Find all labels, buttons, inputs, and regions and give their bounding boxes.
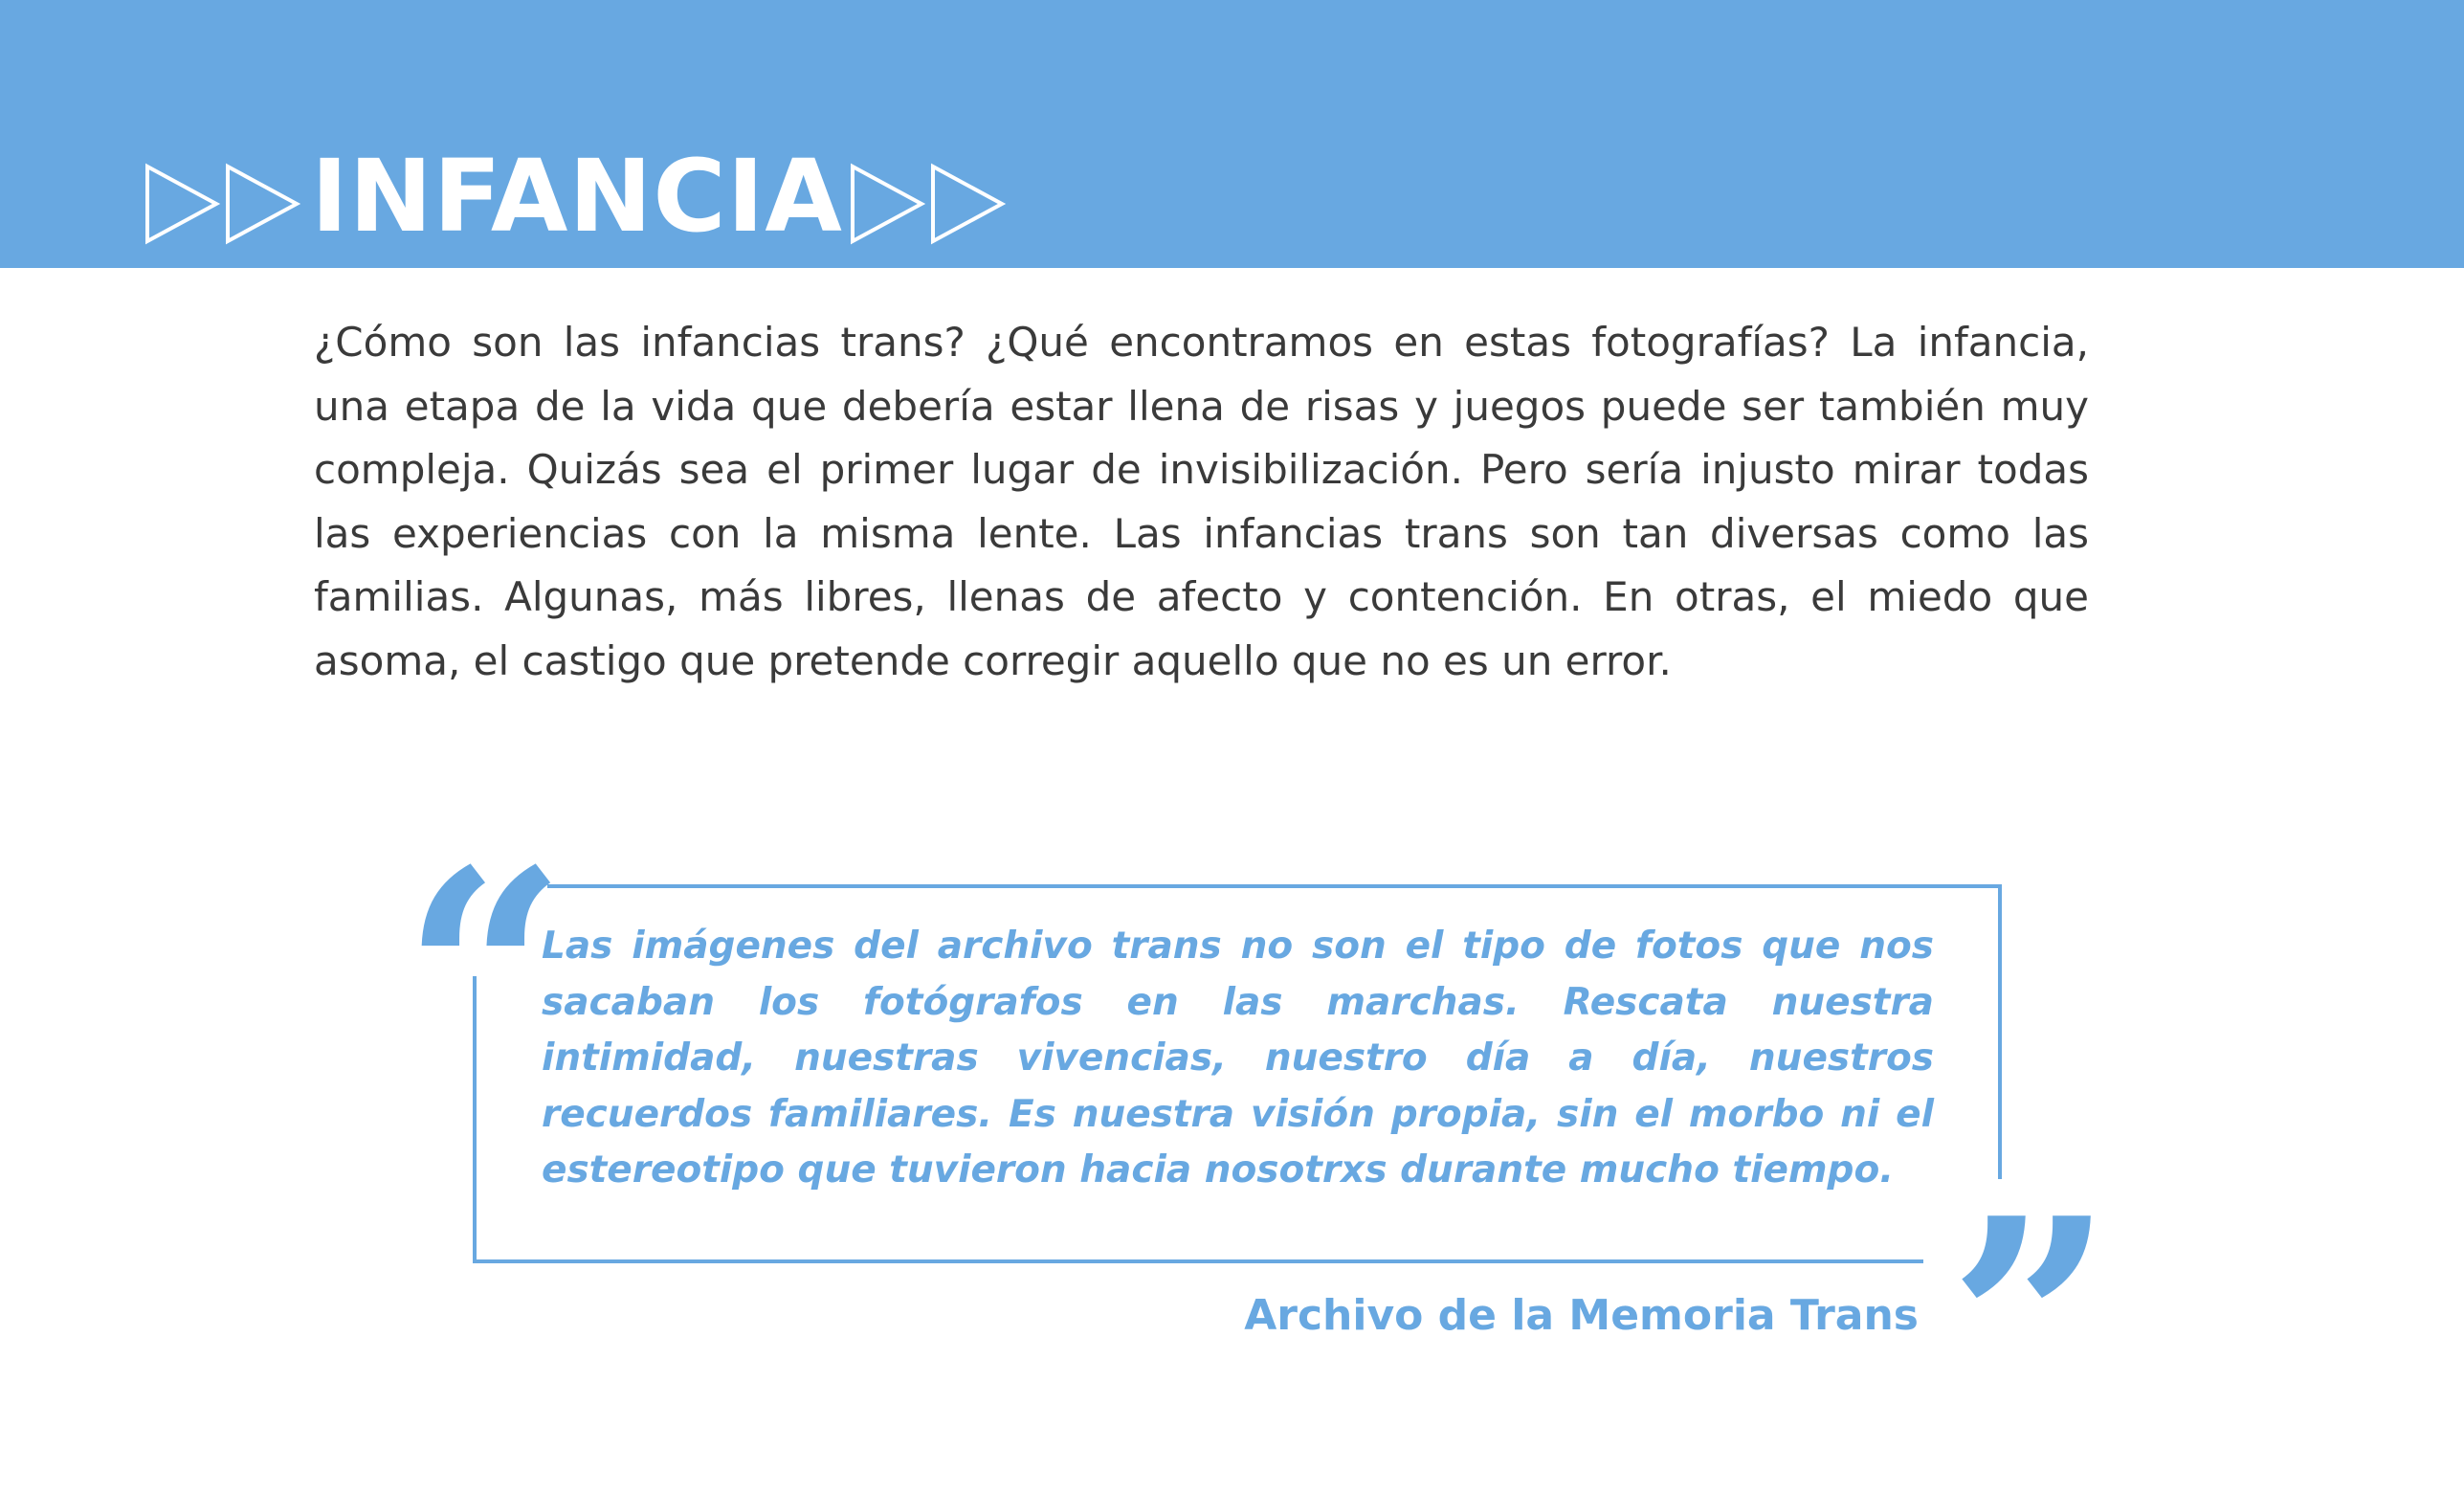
close-quote-mark: ” [1948,1155,2114,1493]
quote-attribution: Archivo de la Memoria Trans [1244,1291,1919,1340]
section-title: INFANCIA [311,138,843,255]
double-triangle-arrow-icon [847,161,1019,247]
intro-paragraph: ¿Cómo son las infancias trans? ¿Qué encontramos en estas fotografías? La infancia, una etapa de la vida que debería estar llena de risas y juegos puede ser también muy compleja. Quizás sea el primer lugar de invisibilización. Pero sería injusto mirar todas las experiencias con la misma lente. Las infancias trans son tan diversas como las familias. Algunas, más libres, llenas de afecto y contención. En otras, el miedo que asoma, el castigo que pretende corregir aquello que no es un error. [314,319,2089,684]
open-quote-mark: “ [402,807,567,1145]
quote-text: Las imágenes del archivo trans no son el tipo de fotos que nos sacaban los fotógrafos en las marchas. Rescata nuestra intimidad, nuestras vivencias, nuestro día a día, nuestros recuerdos familiares. Es nuestra visión propia, sin el morbo ni el estereotipo que tuvieron hacia nosotrxs durante mucho tiempo. [542,925,1934,1192]
double-triangle-arrow-icon [142,161,314,247]
